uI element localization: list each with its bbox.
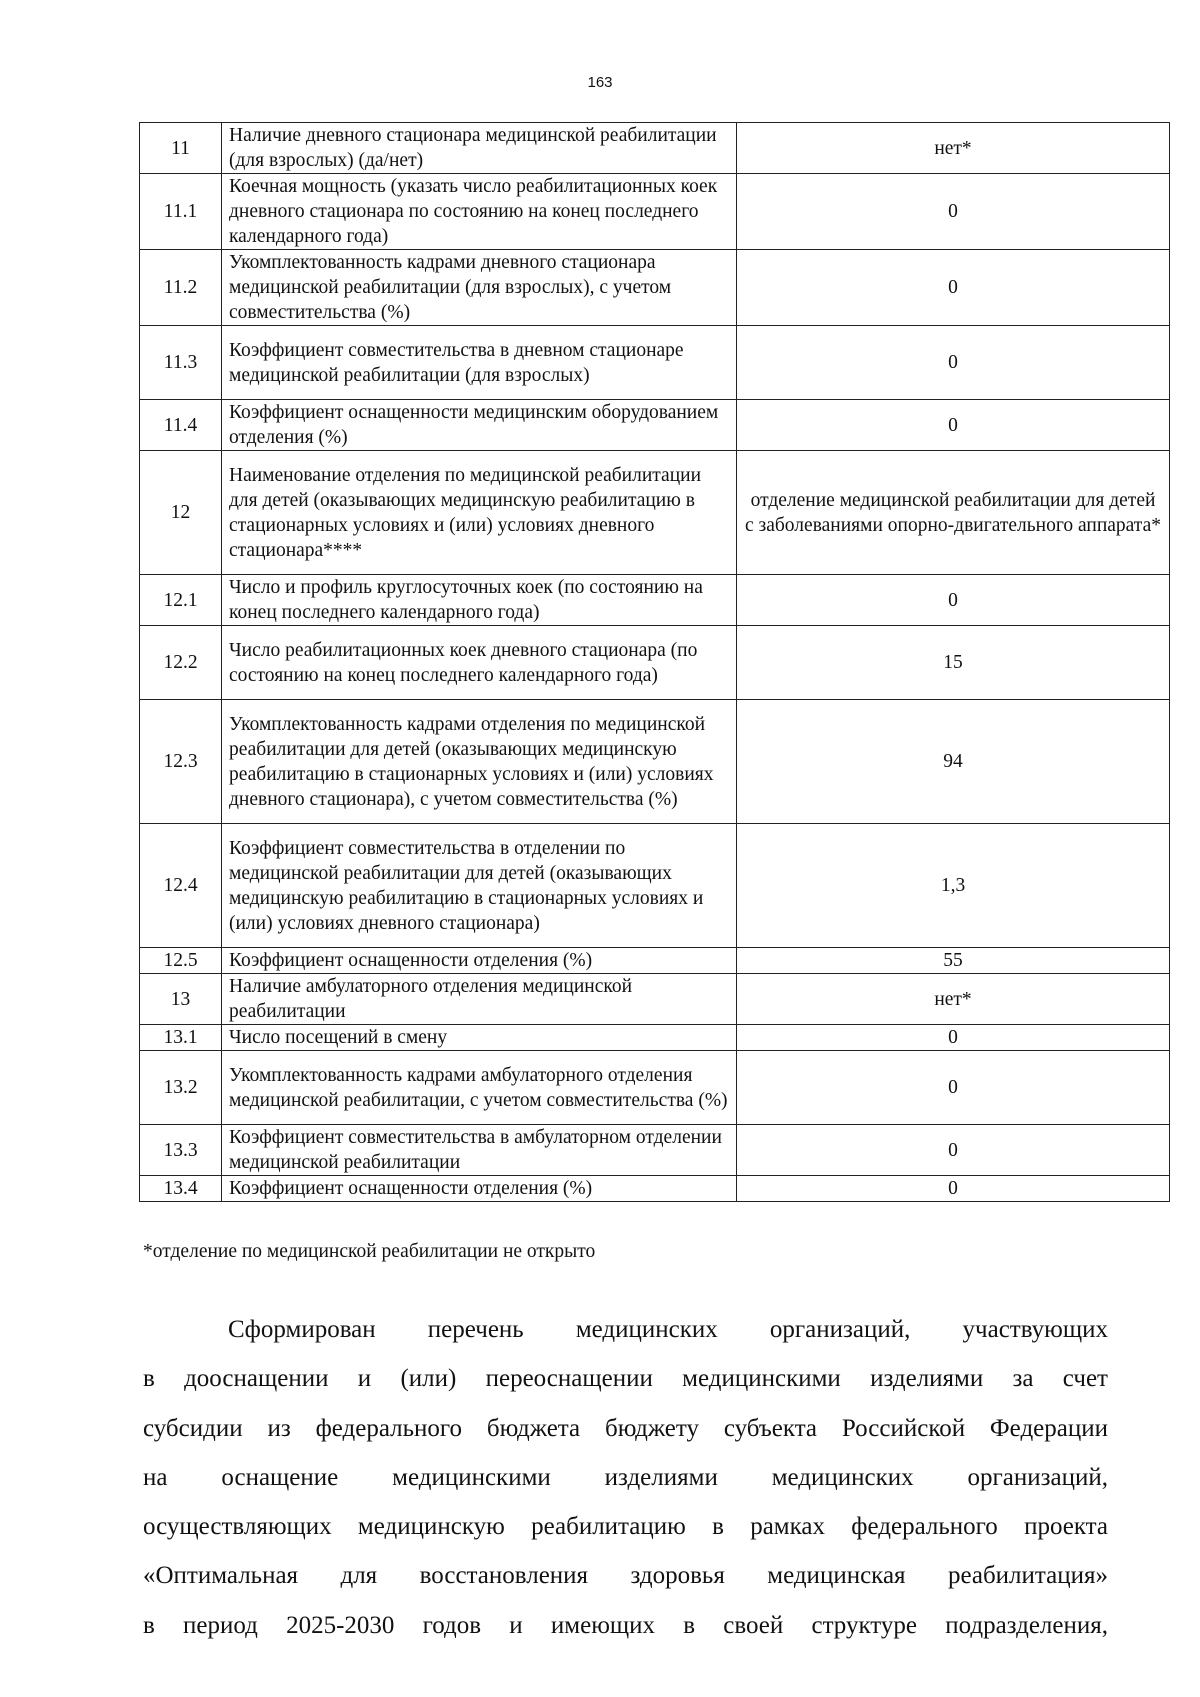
- row-number: 11.3: [140, 326, 222, 400]
- table-row: [140, 123, 1170, 174]
- row-number: 13: [140, 974, 222, 1025]
- indicator-name: Наличие дневного стационара медицинской реабилитации (для взрослых) (да/нет): [222, 123, 737, 174]
- row-number: 11.2: [140, 250, 222, 326]
- indicator-value: 0: [737, 174, 1170, 250]
- body-paragraph: [143, 1305, 1108, 1650]
- paragraph-line: «Оптимальная для восстановления здоровья медицинская реабилитация»: [143, 1562, 1108, 1590]
- paragraph-line: осуществляющих медицинскую реабилитацию в рамках федерального проекта: [143, 1513, 1108, 1541]
- row-number: 13.3: [140, 1125, 222, 1176]
- row-number: 11.4: [140, 400, 222, 451]
- table-row: [140, 326, 1170, 400]
- rehabilitation-indicators-table: [139, 122, 1170, 1202]
- paragraph-line: на оснащение медицинскими изделиями медицинских организаций,: [143, 1463, 1108, 1491]
- table-row: [140, 451, 1170, 575]
- table-row: [140, 1051, 1170, 1125]
- indicator-name: Число и профиль круглосуточных коек (по состоянию на конец последнего календарного года): [222, 575, 737, 626]
- indicator-name: Коечная мощность (указать число реабилитационных коек дневного стационара по состоянию на конец последнего календарного года): [222, 174, 737, 250]
- table-row: [140, 250, 1170, 326]
- indicator-name: Коэффициент совместительства в отделении по медицинской реабилитации для детей (оказывающих медицинскую реабилитацию в стационарных условиях и (или) условиях дневного стационара): [222, 824, 737, 948]
- table-row: [140, 700, 1170, 824]
- row-number: 12.1: [140, 575, 222, 626]
- paragraph-line: субсидии из федерального бюджета бюджету субъекта Российской Федерации: [143, 1414, 1108, 1442]
- paragraph-line: в период 2025-2030 годов и имеющих в своей структуре подразделения,: [143, 1611, 1108, 1639]
- table-row: [140, 1025, 1170, 1051]
- indicator-value: 0: [737, 326, 1170, 400]
- row-number: 12.5: [140, 948, 222, 974]
- row-number: 12.3: [140, 700, 222, 824]
- table-row: [140, 1176, 1170, 1202]
- indicator-value: 0: [737, 400, 1170, 451]
- row-number: 13.4: [140, 1176, 222, 1202]
- indicator-name: Наличие амбулаторного отделения медицинской реабилитации: [222, 974, 737, 1025]
- indicator-name: Укомплектованность кадрами дневного стационара медицинской реабилитации (для взрослых), с учетом совместительства (%): [222, 250, 737, 326]
- indicator-value: 0: [737, 575, 1170, 626]
- table-row: [140, 974, 1170, 1025]
- table-footnote: *отделение по медицинской реабилитации не открыто: [143, 1241, 596, 1262]
- indicator-value: 55: [737, 948, 1170, 974]
- indicator-value: 15: [737, 626, 1170, 700]
- indicator-value: 0: [737, 1125, 1170, 1176]
- table-row: [140, 1125, 1170, 1176]
- paragraph-line: в дооснащении и (или) переоснащении медицинскими изделиями за счет: [143, 1365, 1108, 1393]
- indicator-name: Число реабилитационных коек дневного стационара (по состоянию на конец последнего календарного года): [222, 626, 737, 700]
- paragraph-line: Сформирован перечень медицинских организаций, участвующих: [228, 1316, 1108, 1343]
- table-row: [140, 400, 1170, 451]
- indicator-value: нет*: [737, 974, 1170, 1025]
- indicator-value: 1,3: [737, 824, 1170, 948]
- row-number: 12.2: [140, 626, 222, 700]
- row-number: 12: [140, 451, 222, 575]
- table-row: [140, 174, 1170, 250]
- indicator-value: 94: [737, 700, 1170, 824]
- indicator-name: Коэффициент оснащенности отделения (%): [222, 1176, 737, 1202]
- row-number: 11.1: [140, 174, 222, 250]
- indicator-value: 0: [737, 250, 1170, 326]
- indicator-name: Коэффициент совместительства в амбулаторном отделении медицинской реабилитации: [222, 1125, 737, 1176]
- indicator-name: Укомплектованность кадрами отделения по медицинской реабилитации для детей (оказывающих медицинскую реабилитацию в стационарных условиях и (или) условиях дневного стационара), с учетом совместительства (%): [222, 700, 737, 824]
- indicator-name: Коэффициент оснащенности медицинским оборудованием отделения (%): [222, 400, 737, 451]
- row-number: 13.1: [140, 1025, 222, 1051]
- row-number: 12.4: [140, 824, 222, 948]
- row-number: 11: [140, 123, 222, 174]
- indicator-value: 0: [737, 1176, 1170, 1202]
- indicator-name: Наименование отделения по медицинской реабилитации для детей (оказывающих медицинскую реабилитацию в стационарных условиях и (или) условиях дневного стационара****: [222, 451, 737, 575]
- table-row: [140, 948, 1170, 974]
- table-row: [140, 626, 1170, 700]
- row-number: 13.2: [140, 1051, 222, 1125]
- indicator-name: Укомплектованность кадрами амбулаторного отделения медицинской реабилитации, с учетом совместительства (%): [222, 1051, 737, 1125]
- indicator-value: нет*: [737, 123, 1170, 174]
- indicator-name: Число посещений в смену: [222, 1025, 737, 1051]
- indicator-value: 0: [737, 1025, 1170, 1051]
- indicator-value: 0: [737, 1051, 1170, 1125]
- indicator-name: Коэффициент совместительства в дневном стационаре медицинской реабилитации (для взрослых): [222, 326, 737, 400]
- indicator-value: отделение медицинской реабилитации для детей с заболеваниями опорно-двигательного аппарата*: [737, 451, 1170, 575]
- indicator-name: Коэффициент оснащенности отделения (%): [222, 948, 737, 974]
- table-row: [140, 575, 1170, 626]
- page-number: 163: [587, 74, 613, 91]
- table-row: [140, 824, 1170, 948]
